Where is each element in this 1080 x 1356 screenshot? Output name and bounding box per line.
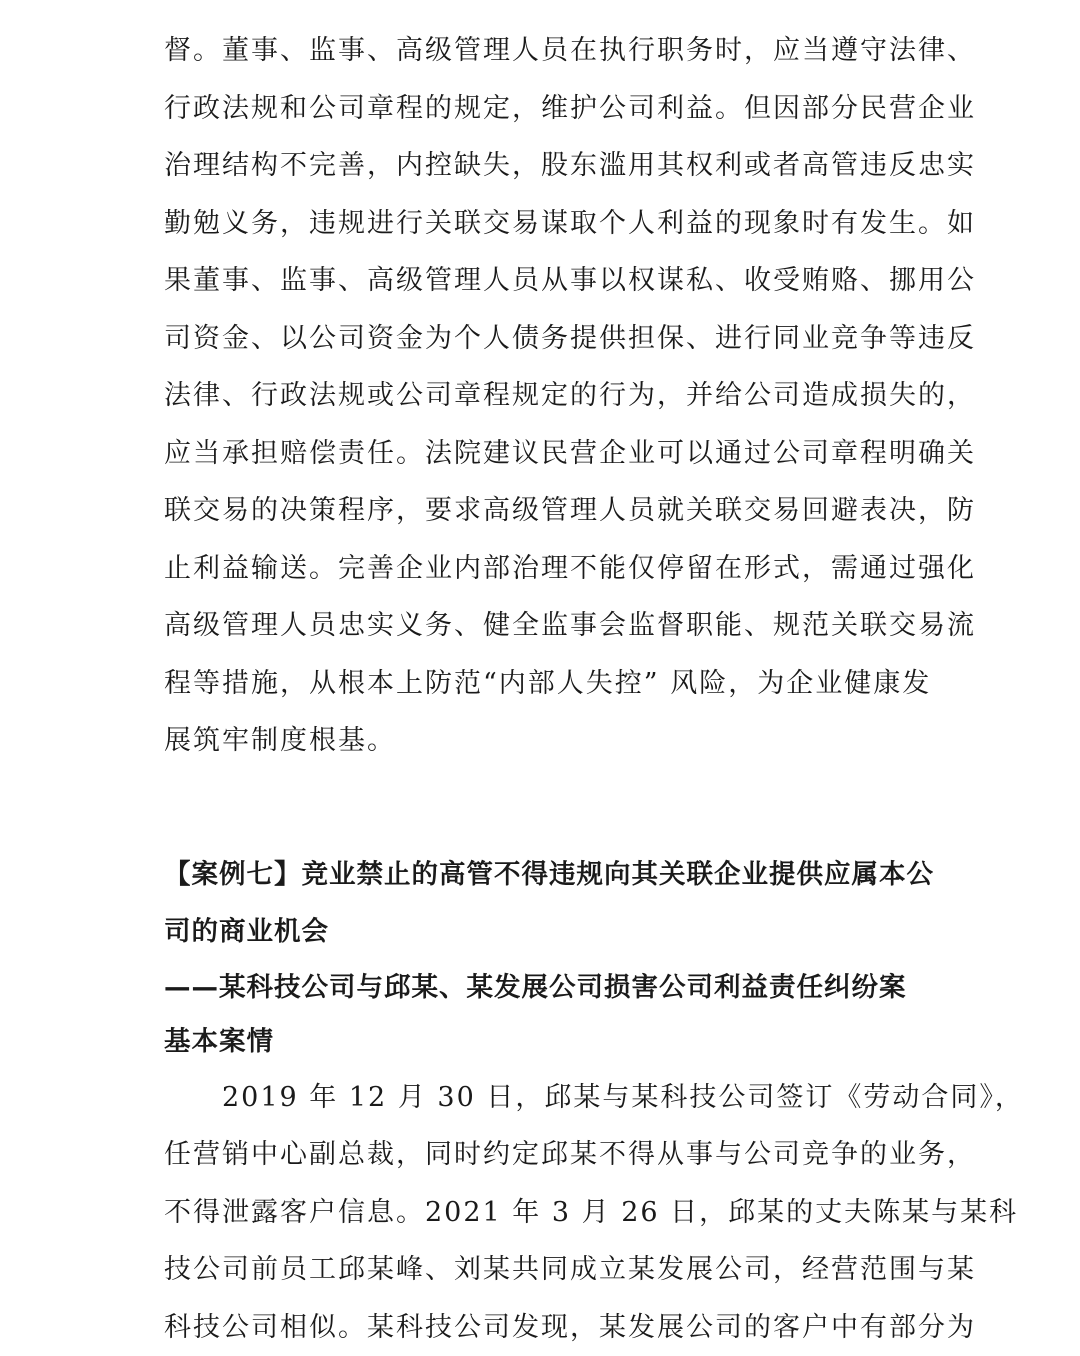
text-line: 展筑牢制度根基。 [164,712,916,770]
text-line: 治理结构不完善，内控缺失，股东滥用其权利或者高管违反忠实 [164,137,916,195]
paragraph-spacer [164,770,916,846]
case-title-line: 司的商业机会 [164,903,916,961]
text-line: 止利益输送。完善企业内部治理不能仅停留在形式，需通过强化 [164,540,916,598]
text-line: 高级管理人员忠实义务、健全监事会监督职能、规范关联交易流 [164,597,916,655]
document-page [164,22,916,1356]
text-line: 司资金、以公司资金为个人债务提供担保、进行同业竞争等违反 [164,310,916,368]
text-line: 法律、行政法规或公司章程规定的行为，并给公司造成损失的， [164,367,916,425]
text-line: 联交易的决策程序，要求高级管理人员就关联交易回避表决，防 [164,482,916,540]
text-line: 督。董事、监事、高级管理人员在执行职务时，应当遵守法律、 [164,22,916,80]
paragraph-case-facts [164,1069,916,1356]
text-line: 技公司前员工邱某峰、刘某共同成立某发展公司，经营范围与某 [164,1241,916,1299]
text-line: 任营销中心副总裁，同时约定邱某不得从事与公司竞争的业务， [164,1126,916,1184]
section-heading: 基本案情 [164,1015,916,1069]
text-line: 程等措施，从根本上防范“内部人失控” 风险，为企业健康发 [164,655,916,713]
text-line: 2019 年 12 月 30 日，邱某与某科技公司签订《劳动合同》， [164,1069,916,1127]
paragraph-corporate-governance [164,22,916,770]
text-line: 应当承担赔偿责任。法院建议民营企业可以通过公司章程明确关 [164,425,916,483]
case-subtitle: ——某科技公司与邱某、某发展公司损害公司利益责任纠纷案 [164,961,916,1015]
case-heading [164,846,916,961]
text-line: 行政法规和公司章程的规定，维护公司利益。但因部分民营企业 [164,80,916,138]
text-line: 不得泄露客户信息。2021 年 3 月 26 日，邱某的丈夫陈某与某科 [164,1184,916,1242]
case-title-line: 【案例七】竞业禁止的高管不得违规向其关联企业提供应属本公 [164,846,916,904]
text-line: 果董事、监事、高级管理人员从事以权谋私、收受贿赂、挪用公 [164,252,916,310]
text-line: 勤勉义务，违规进行关联交易谋取个人利益的现象时有发生。如 [164,195,916,253]
text-line: 科技公司相似。某科技公司发现，某发展公司的客户中有部分为 [164,1299,916,1356]
